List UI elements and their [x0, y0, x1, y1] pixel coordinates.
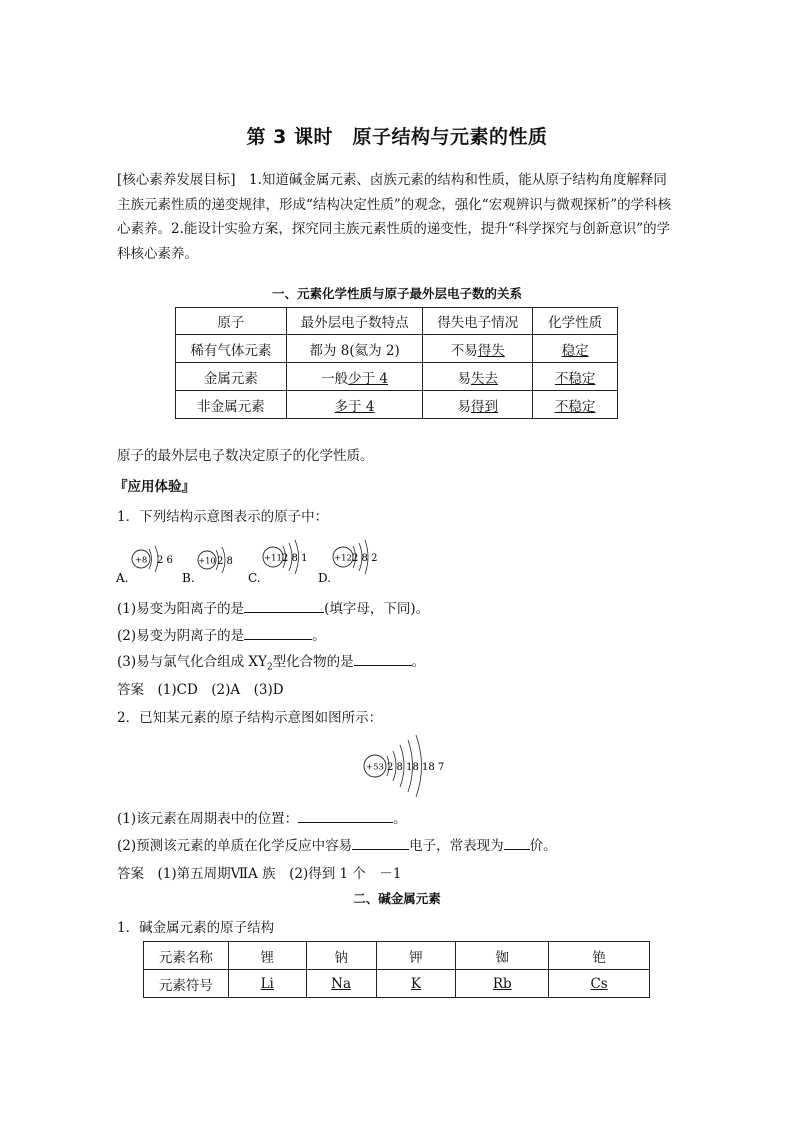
- gain-cell: [423, 335, 533, 363]
- element-symbol-cell: [376, 970, 456, 998]
- feature-number: 4: [361, 398, 375, 415]
- element-name: 钠: [306, 942, 376, 970]
- feature-cell: [286, 363, 423, 391]
- page-title: 第 3 课时 原子结构与元素的性质: [246, 126, 548, 148]
- element-symbol-cell: [228, 970, 306, 998]
- element-symbol-cell: [456, 970, 549, 998]
- sub-question-text: 。: [393, 811, 407, 827]
- property-answer: 不稳定: [554, 370, 596, 387]
- q2-stem: 2．已知某元素的原子结构示意图如图所示：: [117, 710, 383, 726]
- conclusion-text: 原子的最外层电子数决定原子的化学性质。: [117, 448, 374, 464]
- table-header-cell: 得失电子情况: [423, 308, 533, 335]
- q2-answer: 答案 (1)第五周期ⅦA 族 (2)得到 1 个 －1: [117, 866, 402, 882]
- core-goals-label: [核心素养发展目标]: [117, 172, 236, 188]
- gain-answer: 得到: [471, 398, 499, 415]
- nucleus-label: +12: [334, 553, 352, 564]
- q1-answer: 答案 (1)CD (2)A (3)D: [117, 682, 284, 698]
- shell-electrons: 2 8 2: [352, 553, 378, 564]
- shell-electrons: 2 6: [157, 555, 173, 566]
- table-header-cell: 化学性质: [533, 308, 618, 335]
- q1-stem: 1．下列结构示意图表示的原子中：: [117, 509, 329, 525]
- table-header-cell: 最外层电子数特点: [286, 308, 423, 335]
- feature-answer: 少于: [348, 370, 376, 387]
- core-goals-paragraph: [117, 168, 680, 266]
- answer-blank[interactable]: [504, 837, 530, 850]
- q1-sub3: [117, 650, 425, 673]
- subscript: 2: [266, 662, 273, 673]
- answer-blank[interactable]: [244, 600, 324, 613]
- sub-question-text: (2)易变为阴离子的是: [117, 628, 245, 644]
- alkali-metal-table: [143, 941, 650, 998]
- feature-text: 一般: [321, 370, 349, 387]
- q1-sub1: [117, 597, 429, 617]
- element-name: 锂: [228, 942, 306, 970]
- element-symbol: Cs: [590, 975, 608, 992]
- atom-diagram-d: [318, 540, 377, 585]
- nucleus-label: +53: [366, 762, 384, 773]
- element-symbol-cell: [306, 970, 376, 998]
- option-letter: D.: [318, 571, 332, 585]
- atom-cell: 金属元素: [176, 363, 287, 391]
- element-name: 铷: [456, 942, 549, 970]
- table-row: [144, 970, 650, 998]
- table-row: [176, 335, 618, 363]
- feature-cell: [286, 335, 423, 363]
- sub-question-text: 。: [411, 654, 426, 670]
- sub-question-text: 电子，常表现为: [409, 838, 504, 854]
- shell-electrons: 2 8 1: [282, 553, 308, 564]
- section1-heading: 一、元素化学性质与原子最外层电子数的关系: [271, 286, 522, 301]
- shell-electrons: 2 8: [217, 556, 233, 567]
- property-answer: 不稳定: [554, 398, 596, 415]
- nucleus-label: +10: [198, 556, 216, 566]
- sub-question-text: 。: [312, 628, 326, 644]
- atom-cell: 非金属元素: [176, 391, 287, 419]
- gain-answer: 失去: [471, 370, 499, 387]
- table-row: [176, 391, 618, 419]
- q2-atom-diagram: [358, 730, 445, 800]
- core-goals-text: 1.知道碱金属元素、卤族元素的结构和性质，能从原子结构角度解释同主族元素性质的递变规律，形成“结构决定性质”的观念，强化“宏观辨识与微观探析”的学科核心素养。2.能设计实验方案，探究同主族元素性质的递变性，提升“科学探究与创新意识”的学科核心素养。: [117, 172, 672, 262]
- section2-subheading: 1．碱金属元素的原子结构: [117, 920, 275, 936]
- feature-answer: 多于: [334, 398, 362, 415]
- sub-question-text: 价。: [529, 838, 557, 854]
- property-cell: [533, 363, 618, 391]
- atom-cell: 稀有气体元素: [176, 335, 287, 363]
- element-symbol-cell: [549, 970, 650, 998]
- row-label: 元素符号: [144, 970, 229, 998]
- electron-property-table: [175, 307, 618, 419]
- element-symbol: Li: [260, 975, 274, 992]
- shell-electrons: 2 8 18 18 7: [387, 762, 445, 773]
- answer-blank[interactable]: [298, 810, 393, 823]
- gain-cell: [423, 363, 533, 391]
- q2-sub1: [117, 807, 407, 827]
- table-row: [144, 942, 650, 970]
- feature-text: 都为 8(氦为 2): [309, 342, 400, 359]
- gain-text: 易: [457, 398, 472, 415]
- option-letter: A.: [116, 571, 129, 585]
- q2-sub2: [117, 834, 557, 854]
- gain-text: 不易: [450, 342, 478, 359]
- sub-question-text: (1)该元素在周期表中的位置：: [117, 811, 299, 827]
- feature-cell: [286, 391, 423, 419]
- gain-cell: [423, 391, 533, 419]
- sub-question-text: (填字母，下同)。: [324, 601, 430, 617]
- feature-number: 4: [375, 370, 389, 387]
- sub-question-text: (3)易与氯气化合组成 XY: [117, 654, 267, 670]
- answer-blank[interactable]: [354, 653, 412, 666]
- property-cell: [533, 335, 618, 363]
- gain-answer: 得失: [477, 342, 505, 359]
- option-letter: C.: [248, 571, 261, 585]
- q1-sub2: [117, 624, 326, 644]
- row-label: 元素名称: [144, 942, 229, 970]
- atom-diagram-c: [248, 540, 307, 585]
- element-symbol: Na: [331, 975, 352, 992]
- answer-blank[interactable]: [244, 627, 312, 640]
- property-cell: [533, 391, 618, 419]
- element-symbol: Rb: [492, 975, 512, 992]
- sub-question-text: 型化合物的是: [272, 654, 354, 670]
- property-answer: 稳定: [561, 342, 589, 359]
- nucleus-label: +11: [264, 553, 282, 564]
- atom-diagram-a: [115, 546, 173, 585]
- table-row: [176, 363, 618, 391]
- table-header-cell: 原子: [176, 308, 287, 335]
- table-header-row: [176, 308, 618, 335]
- atom-diagram-b: [182, 547, 233, 585]
- nucleus-label: +8: [134, 555, 148, 566]
- sub-question-text: (1)易变为阳离子的是: [117, 601, 245, 617]
- q1-atom-diagrams: [112, 538, 378, 588]
- gain-text: 易: [457, 370, 472, 387]
- option-letter: B.: [182, 571, 195, 585]
- answer-blank[interactable]: [352, 837, 409, 850]
- practice-label: 『应用体验』: [114, 479, 195, 495]
- section2-heading: 二、碱金属元素: [353, 891, 441, 906]
- element-name: 铯: [549, 942, 650, 970]
- element-name: 钾: [376, 942, 456, 970]
- element-symbol: K: [410, 975, 421, 992]
- sub-question-text: (2)预测该元素的单质在化学反应中容易: [117, 838, 353, 854]
